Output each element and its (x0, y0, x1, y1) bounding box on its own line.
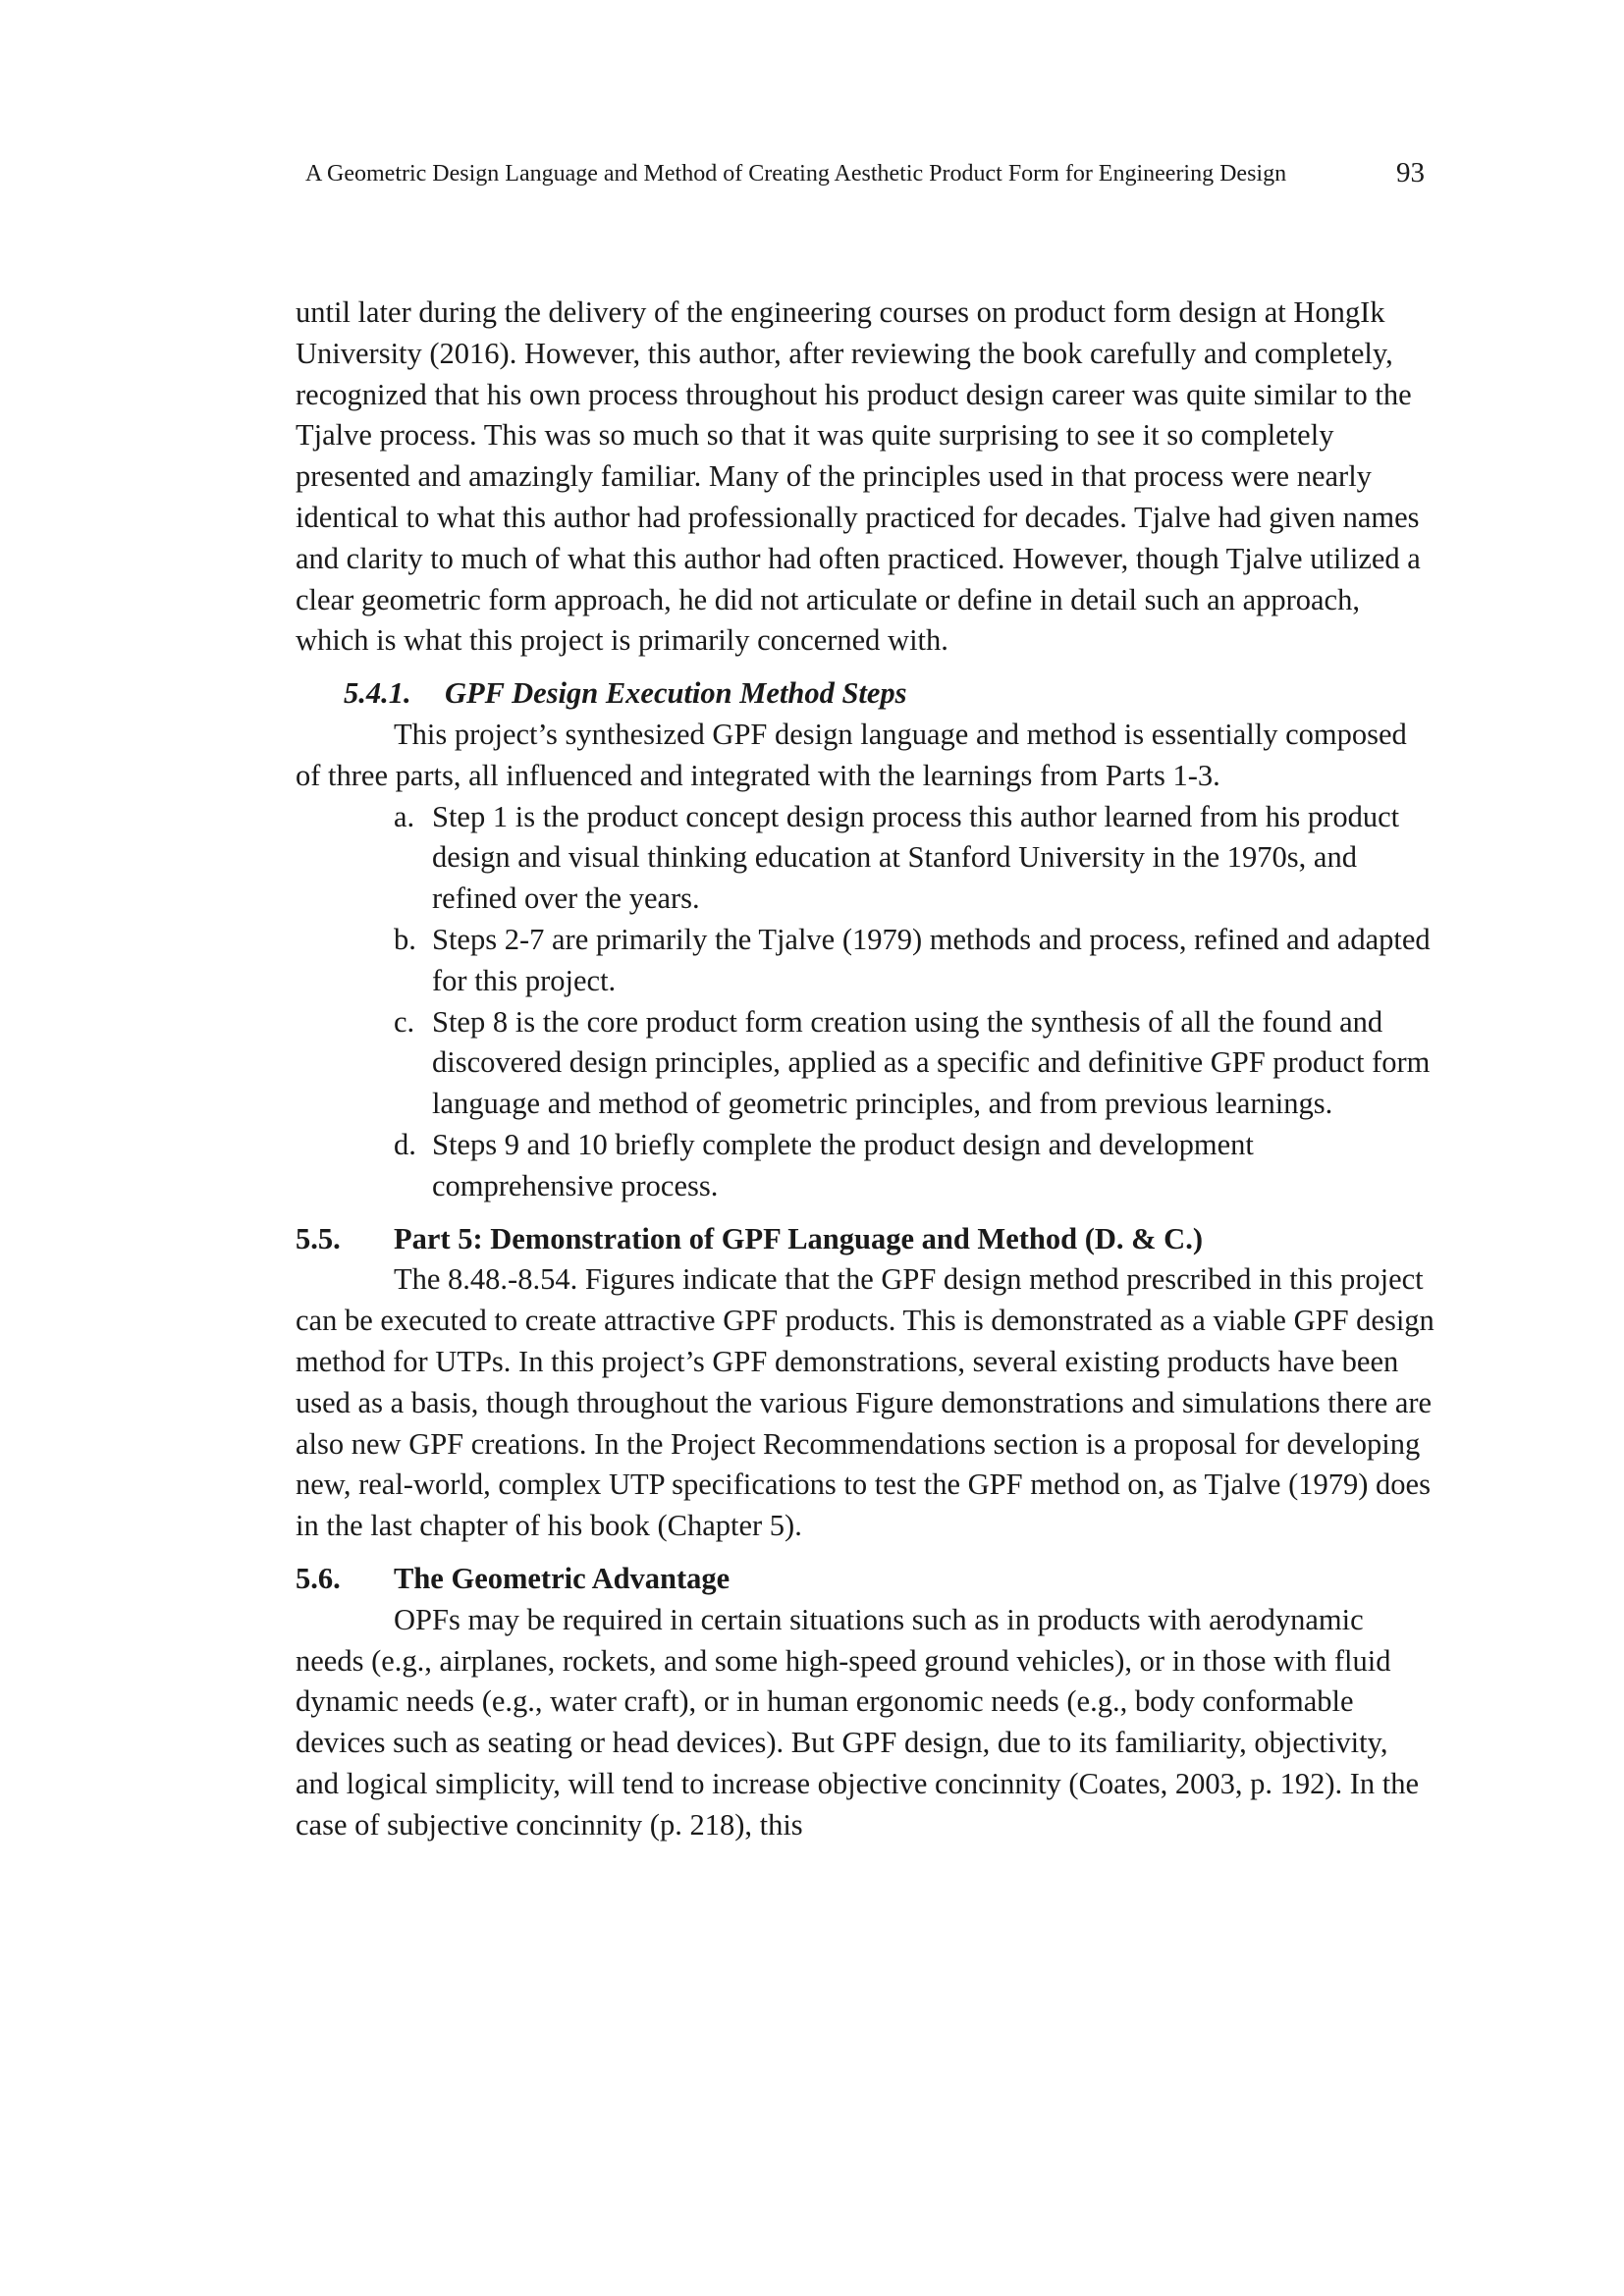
running-title: A Geometric Design Language and Method of Creating Aesthetic Product Form for Engineering Design (305, 161, 1287, 187)
page-body (296, 293, 1435, 1845)
running-header (305, 157, 1425, 196)
method-steps-list (296, 797, 1435, 1207)
list-item (296, 1125, 1435, 1207)
list-item-text: Steps 2-7 are primarily the Tjalve (1979) methods and process, refined and adapted for this project. (432, 922, 1431, 997)
list-marker: c. (394, 1004, 415, 1039)
section-5-4-1-heading (296, 673, 1435, 715)
section-title: Part 5: Demonstration of GPF Language and Method (D. & C.) (394, 1221, 1203, 1255)
section-5-5-paragraph: The 8.48.-8.54. Figures indicate that the GPF design method prescribed in this project can be executed to create attractive GPF products. This is demonstrated as a viable GPF design method for UTPs. In this project’s GPF demonstrations, several existing products have been used as a basis, though throughout the various Figure demonstrations and simulations there are also new GPF creations. In the Project Recommendations section is a proposal for developing new, real-world, complex UTP specifications to test the GPF method on, as Tjalve (1979) does in the last chapter of his book (Chapter 5). (296, 1262, 1435, 1543)
list-item-text: Step 8 is the core product form creation using the synthesis of all the found and discovered design principles, applied as a specific and definitive GPF product form language and method of geometric principles, and from previous learnings. (432, 1004, 1431, 1121)
section-5-5-heading (296, 1219, 1435, 1260)
intro-paragraph: until later during the delivery of the engineering courses on product form design at HongIk University (2016). However, this author, after reviewing the book carefully and completely, recognized that his own process throughout his product design career was quite similar to the Tjalve process. This was so much so that it was quite surprising to see it so completely presented and amazingly familiar. Many of the principles used in that process were nearly identical to what this author had professionally practiced for decades. Tjalve had given names and clarity to much of what this author had often practiced. However, though Tjalve utilized a clear geometric form approach, he did not articulate or define in detail such an approach, which is what this project is primarily concerned with. (296, 295, 1421, 658)
list-marker: d. (394, 1127, 416, 1161)
list-marker: a. (394, 799, 415, 833)
list-marker: b. (394, 922, 416, 956)
list-item (296, 1002, 1435, 1125)
section-title: The Geometric Advantage (394, 1561, 731, 1595)
list-item (296, 920, 1435, 1002)
section-number: 5.5. (296, 1221, 341, 1255)
section-5-4-1-paragraph: This project’s synthesized GPF design language and method is essentially composed of three parts, all influenced and integrated with the learnings from Parts 1-3. (296, 717, 1407, 792)
list-item (296, 797, 1435, 920)
page-number: 93 (1396, 157, 1425, 188)
section-title: GPF Design Execution Method Steps (445, 676, 907, 711)
section-number: 5.4.1. (344, 676, 411, 711)
list-item-text: Steps 9 and 10 briefly complete the product design and development comprehensive process. (432, 1127, 1254, 1202)
section-5-6-heading (296, 1559, 1435, 1600)
section-5-6-paragraph: OPFs may be required in certain situations such as in products with aerodynamic needs (e.g., airplanes, rockets, and some high-speed ground vehicles), or in those with fluid dynamic needs (e.g., water craft), or in human ergonomic needs (e.g., body conformable devices such as seating or head devices). But GPF design, due to its familiarity, objectivity, and logical simplicity, will tend to increase objective concinnity (Coates, 2003, p. 192). In the case of subjective concinnity (p. 218), this (296, 1602, 1420, 1842)
section-number: 5.6. (296, 1561, 341, 1595)
list-item-text: Step 1 is the product concept design process this author learned from his product design and visual thinking education at Stanford University in the 1970s, and refined over the years. (432, 799, 1400, 916)
